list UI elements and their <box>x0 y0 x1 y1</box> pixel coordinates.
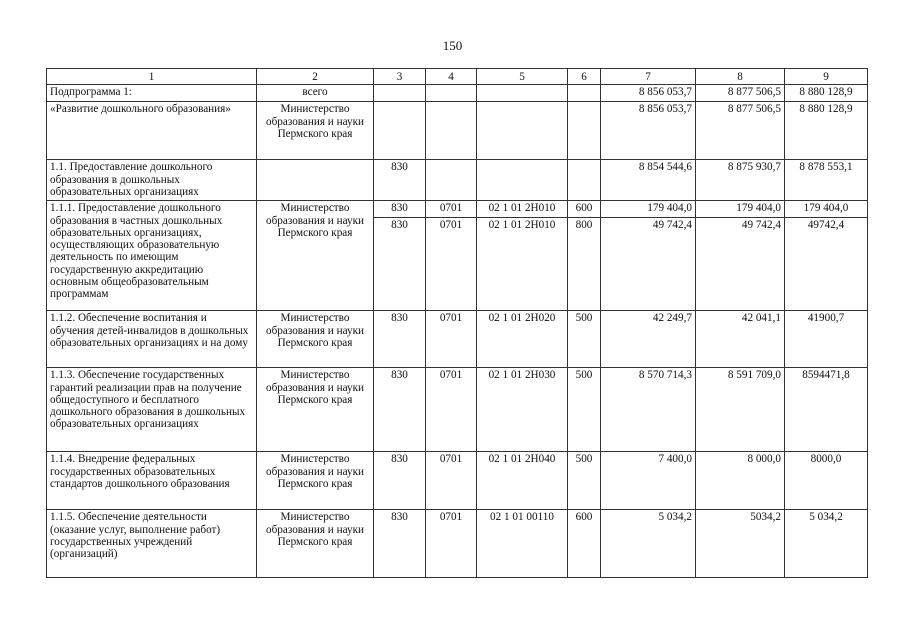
row-name: 1.1.3. Обеспечение государственных гарантий реализации прав на получение общедоступного и бесплатного дошкольного образования в дошкольных образовательных организациях <box>47 368 257 452</box>
table-row <box>47 311 868 368</box>
row-year2: 8 591 709,0 <box>696 368 785 452</box>
row-csr: 02 1 01 2Н010 <box>477 201 568 218</box>
row-grbs: 830 <box>374 201 426 218</box>
row-ministry: Министерство образования и науки Пермского края <box>257 102 374 160</box>
row-section: 0701 <box>426 201 477 218</box>
row-year2: 8 877 506,5 <box>696 102 785 160</box>
row-section: 0701 <box>426 368 477 452</box>
row-year3: 8594471,8 <box>785 368 868 452</box>
row-section <box>426 160 477 201</box>
row-name: 1.1.1. Предоставление дошкольного образования в частных дошкольных образовательных организациях, осуществляющих образовательную деятельность по имеющим государственную аккредитацию основным общеобразовательным программам <box>47 201 257 311</box>
row-vr <box>568 160 601 201</box>
row-year1: 8 856 053,7 <box>601 102 696 160</box>
row-ministry: Министерство образования и науки Пермского края <box>257 311 374 368</box>
row-csr: 02 1 01 2Н030 <box>477 368 568 452</box>
row-section: 0701 <box>426 510 477 578</box>
row-csr <box>477 160 568 201</box>
col-header: 7 <box>601 69 696 85</box>
row-year3: 8 880 128,9 <box>785 85 868 102</box>
row-vr: 500 <box>568 368 601 452</box>
row-year3: 8000,0 <box>785 452 868 510</box>
row-csr <box>477 85 568 102</box>
row-year1: 8 570 714,3 <box>601 368 696 452</box>
table-row <box>47 510 868 578</box>
row-name: 1.1.4. Внедрение федеральных государственных образовательных стандартов дошкольного образования <box>47 452 257 510</box>
col-header: 4 <box>426 69 477 85</box>
row-vr: 600 <box>568 201 601 218</box>
row-vr <box>568 85 601 102</box>
row-csr: 02 1 01 2Н020 <box>477 311 568 368</box>
col-header: 1 <box>47 69 257 85</box>
row-grbs <box>374 85 426 102</box>
row-year1: 7 400,0 <box>601 452 696 510</box>
row-grbs: 830 <box>374 311 426 368</box>
row-grbs: 830 <box>374 368 426 452</box>
row-vr <box>568 102 601 160</box>
row-grbs: 830 <box>374 452 426 510</box>
row-ministry: Министерство образования и науки Пермского края <box>257 368 374 452</box>
row-year1: 49 742,4 <box>601 218 696 311</box>
col-header: 3 <box>374 69 426 85</box>
row-year3: 179 404,0 <box>785 201 868 218</box>
row-year1: 8 854 544,6 <box>601 160 696 201</box>
table-row <box>47 85 868 102</box>
row-year2: 5034,2 <box>696 510 785 578</box>
table-row <box>47 102 868 160</box>
row-section: 0701 <box>426 218 477 311</box>
row-csr: 02 1 01 2Н010 <box>477 218 568 311</box>
row-grbs: 830 <box>374 160 426 201</box>
row-year3: 41900,7 <box>785 311 868 368</box>
row-vr: 600 <box>568 510 601 578</box>
row-name: 1.1.5. Обеспечение деятельности (оказание услуг, выполнение работ) государственных учреждений (организаций) <box>47 510 257 578</box>
row-ministry: Министерство образования и науки Пермского края <box>257 452 374 510</box>
row-year1: 42 249,7 <box>601 311 696 368</box>
row-ministry: Министерство образования и науки Пермского края <box>257 510 374 578</box>
col-header: 9 <box>785 69 868 85</box>
table-row <box>47 160 868 201</box>
row-csr <box>477 102 568 160</box>
table-row <box>47 452 868 510</box>
header-row <box>47 69 868 85</box>
row-ministry <box>257 160 374 201</box>
page-number: 150 <box>442 38 463 53</box>
col-header: 6 <box>568 69 601 85</box>
row-year2: 8 875 930,7 <box>696 160 785 201</box>
row-year2: 8 877 506,5 <box>696 85 785 102</box>
row-name: Подпрограмма 1: <box>47 85 257 102</box>
row-grbs: 830 <box>374 510 426 578</box>
row-section: 0701 <box>426 452 477 510</box>
row-year2: 8 000,0 <box>696 452 785 510</box>
row-name: 1.1.2. Обеспечение воспитания и обучения детей-инвалидов в дошкольных образовательных организациях и на дому <box>47 311 257 368</box>
row-grbs <box>374 102 426 160</box>
row-year2: 179 404,0 <box>696 201 785 218</box>
row-year1: 5 034,2 <box>601 510 696 578</box>
row-name: 1.1. Предоставление дошкольного образования в дошкольных образовательных организациях <box>47 160 257 201</box>
col-header: 8 <box>696 69 785 85</box>
row-name: «Развитие дошкольного образования» <box>47 102 257 160</box>
row-section <box>426 85 477 102</box>
row-year1: 8 856 053,7 <box>601 85 696 102</box>
row-year3: 8 880 128,9 <box>785 102 868 160</box>
row-vr: 500 <box>568 311 601 368</box>
row-year2: 49 742,4 <box>696 218 785 311</box>
row-csr: 02 1 01 00110 <box>477 510 568 578</box>
row-vr: 500 <box>568 452 601 510</box>
row-year3: 5 034,2 <box>785 510 868 578</box>
row-year3: 49742,4 <box>785 218 868 311</box>
table-row <box>47 201 868 218</box>
col-header: 5 <box>477 69 568 85</box>
table-row <box>47 368 868 452</box>
row-ministry: всего <box>257 85 374 102</box>
row-year2: 42 041,1 <box>696 311 785 368</box>
budget-table <box>46 68 868 578</box>
row-vr: 800 <box>568 218 601 311</box>
row-year3: 8 878 553,1 <box>785 160 868 201</box>
row-section <box>426 102 477 160</box>
row-csr: 02 1 01 2Н040 <box>477 452 568 510</box>
row-section: 0701 <box>426 311 477 368</box>
row-ministry: Министерство образования и науки Пермского края <box>257 201 374 311</box>
col-header: 2 <box>257 69 374 85</box>
row-year1: 179 404,0 <box>601 201 696 218</box>
row-grbs: 830 <box>374 218 426 311</box>
